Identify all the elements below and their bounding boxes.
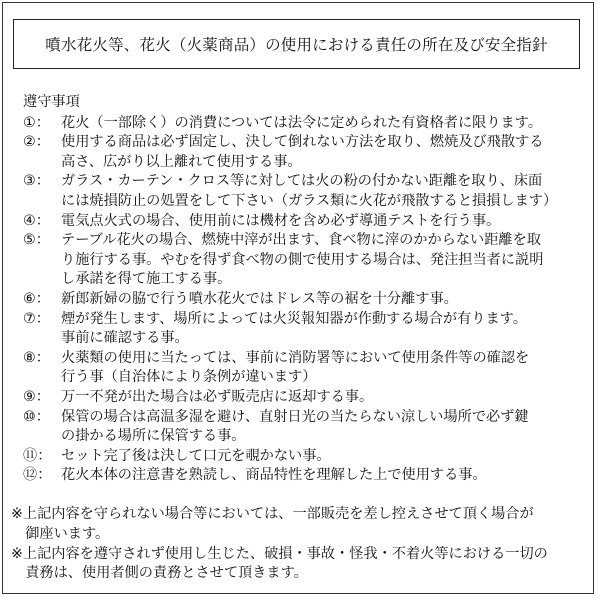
item-number: ③：	[23, 173, 50, 190]
compliance-item	[23, 349, 589, 388]
item-number: ⑪：	[23, 447, 52, 464]
document-frame	[2, 2, 594, 594]
note-2: ※上記内容を遵守されず使用し生じた、破損・事故・怪我・不着火等における一切の 責務は、使用者側の責務とさせて頂きます。	[11, 545, 548, 582]
compliance-item	[23, 466, 589, 486]
compliance-item	[23, 133, 589, 172]
compliance-item	[23, 388, 589, 408]
item-text: 花火本体の注意書を熟読し、商品特性を理解した上で使用する事。	[61, 467, 487, 484]
item-number: ⑥：	[23, 290, 50, 307]
item-number: ⑫：	[23, 467, 52, 484]
item-text: 保管の場合は高温多湿を避け、直射日光の当たらない涼しい場所で必ず鍵 の掛かる場所に保管する事。	[61, 408, 529, 445]
compliance-item	[23, 310, 589, 349]
item-text: 使用する商品は必ず固定し、決して倒れない方法を取り、燃焼及び飛散する 高さ、広がり以上離れて使用する事。	[61, 134, 544, 170]
compliance-item	[23, 172, 589, 211]
note-1: ※上記内容を守られない場合等においては、一部販売を差し控えさせて頂く場合が 御座います。	[11, 506, 534, 542]
item-number: ①：	[23, 114, 50, 131]
section-heading: 遵守事項	[23, 94, 80, 110]
compliance-item	[23, 447, 589, 467]
item-text: 万一不発が出た場合は必ず販売店に返却する事。	[61, 388, 374, 405]
item-text: 煙が発生します、場所によっては火災報知器が作動する場合が有ります。 事前に確認する事。	[61, 310, 527, 347]
item-number: ⑩：	[23, 408, 50, 425]
compliance-section	[23, 93, 589, 486]
compliance-item	[23, 290, 589, 310]
compliance-list	[23, 114, 589, 486]
item-number: ⑤：	[23, 232, 50, 249]
compliance-item	[23, 114, 589, 134]
item-text: テーブル花火の場合、燃焼中滓が出ます、食べ物に滓のかからない距離を取 り施行する事。やむを得ず食べ物の側で使用する場合は、発注担当者に説明 し承諾を得て施工する事。	[61, 232, 544, 288]
compliance-item	[23, 212, 589, 232]
item-number: ②：	[23, 134, 50, 151]
item-number: ④：	[23, 212, 50, 229]
item-text: 花火（一部除く）の消費については法令に定められた有資格者に限ります。	[61, 114, 542, 131]
item-text: 新郎新婦の脇で行う噴水花火ではドレス等の裾を十分離す事。	[61, 290, 458, 307]
item-text: ガラス・カーテン・クロス等に対しては火の粉の付かない距離を取り、床面 には焼損防止の処置をして下さい（ガラス類に火花が飛散すると損損します）	[61, 173, 558, 209]
item-number: ⑧：	[23, 349, 50, 366]
item-text: セット完了後は決して口元を覗かない事。	[61, 447, 331, 464]
item-number: ⑦：	[23, 310, 50, 327]
item-text: 電気点火式の場合、使用前には機材を含め必ず導通テストを行う事。	[61, 212, 501, 229]
document-title: 噴水花火等、花火（火薬商品）の使用における責任の所在及び安全指針	[13, 19, 580, 69]
item-number: ⑨：	[23, 388, 50, 405]
notes-section	[11, 505, 589, 584]
item-text: 火薬類の使用に当たっては、事前に消防署等において使用条件等の確認を 行う事（自治体により条例が違います）	[61, 349, 530, 386]
compliance-item	[23, 408, 589, 447]
compliance-item	[23, 231, 589, 290]
